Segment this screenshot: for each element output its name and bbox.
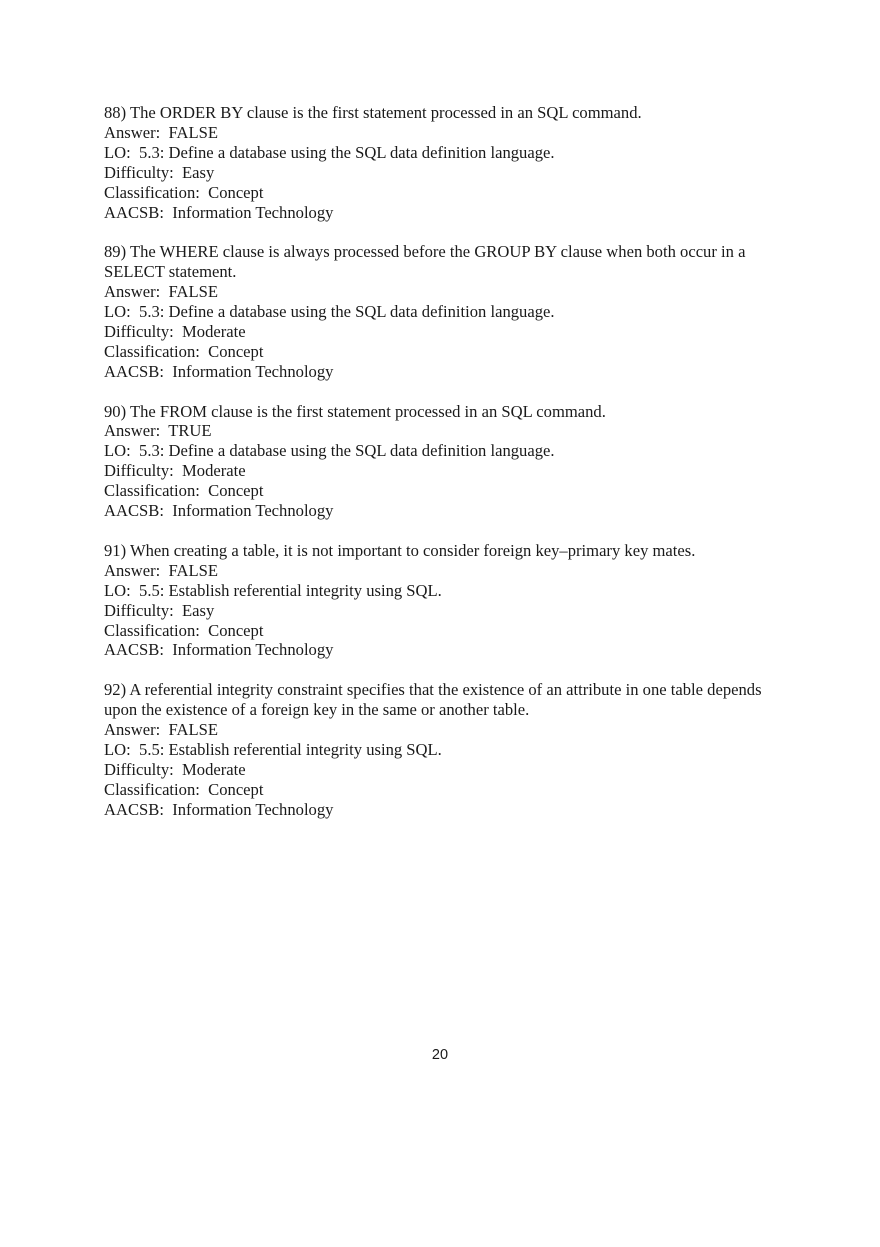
difficulty-line: Difficulty: Moderate (104, 321, 246, 341)
difficulty-line: Difficulty: Moderate (104, 759, 246, 779)
learning-objective: LO: 5.5: Establish referential integrity using SQL. (104, 580, 442, 600)
aacsb-line: AACSB: Information Technology (104, 361, 334, 381)
classification-line: Classification: Concept (104, 481, 264, 501)
answer-line: Answer: FALSE (104, 560, 219, 580)
question-stem: 88) The ORDER BY clause is the first statement processed in an SQL command. (104, 103, 642, 122)
question-list (104, 103, 794, 839)
question-stem: 90) The FROM clause is the first statement processed in an SQL command. (104, 401, 606, 421)
answer-line: Answer: TRUE (104, 421, 212, 441)
question-89 (104, 242, 794, 381)
aacsb-line: AACSB: Information Technology (104, 202, 334, 222)
difficulty-line: Difficulty: Easy (104, 600, 215, 620)
aacsb-line: AACSB: Information Technology (104, 799, 334, 819)
learning-objective: LO: 5.3: Define a database using the SQL data definition language. (104, 302, 555, 322)
question-stem: 89) The WHERE clause is always processed before the GROUP BY clause when both occur in a SELECT statement. (104, 242, 750, 282)
classification-line: Classification: Concept (104, 620, 264, 640)
difficulty-line: Difficulty: Moderate (104, 461, 246, 481)
question-91 (104, 541, 794, 660)
aacsb-line: AACSB: Information Technology (104, 501, 334, 521)
question-stem: 92) A referential integrity constraint specifies that the existence of an attribute in one table depends upon the existence of a foreign key in the same or another table. (104, 680, 766, 720)
classification-line: Classification: Concept (104, 779, 264, 799)
classification-line: Classification: Concept (104, 182, 264, 202)
learning-objective: LO: 5.5: Establish referential integrity using SQL. (104, 739, 442, 759)
answer-line: Answer: FALSE (104, 122, 219, 142)
question-stem: 91) When creating a table, it is not important to consider foreign key–primary key mates. (104, 540, 696, 560)
question-88 (104, 103, 794, 222)
answer-line: Answer: FALSE (104, 720, 219, 740)
difficulty-line: Difficulty: Easy (104, 162, 215, 182)
answer-line: Answer: FALSE (104, 282, 219, 302)
question-92 (104, 680, 794, 819)
aacsb-line: AACSB: Information Technology (104, 640, 334, 660)
page-number: 20 (431, 1047, 449, 1063)
classification-line: Classification: Concept (104, 341, 264, 361)
learning-objective: LO: 5.3: Define a database using the SQL data definition language. (104, 441, 555, 461)
question-90 (104, 402, 794, 521)
learning-objective: LO: 5.3: Define a database using the SQL data definition language. (104, 142, 555, 162)
